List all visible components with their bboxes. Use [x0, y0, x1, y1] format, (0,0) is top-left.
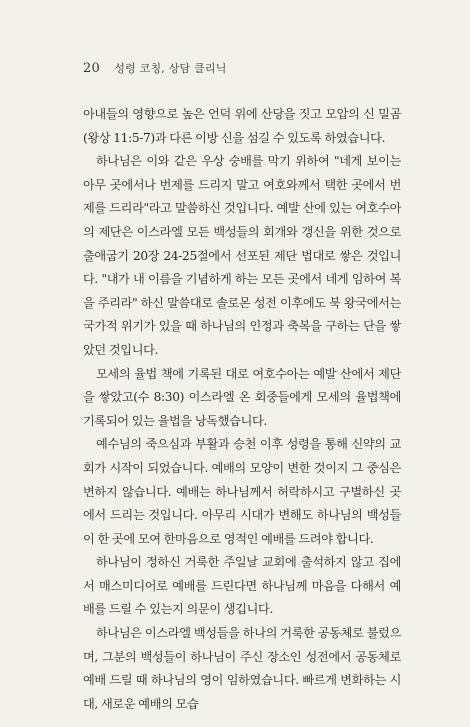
paragraph: 아내들의 영향으로 높은 언덕 위에 산당을 짓고 모압의 신 밀곰(왕상 11:5-7)과 다른 이방 신을 섬길 수 있도록 하였습니다. [83, 107, 401, 145]
page-number: 20 [83, 61, 100, 76]
body-text [83, 103, 401, 716]
paragraph: 하나님은 이와 같은 우상 숭배를 막기 위하여 "네게 보이는 아무 곳에서나 번제를 드리지 말고 여호와께서 택한 곳에서 번제를 드리라"라고 말씀하신 것입니다. 예발 산에 있는 여호수아의 제단은 이스라엘 모든 백성들의 회개와 갱신을 위한 것으로 출애굽기 20장 24-25절에서 선포된 제단 법대로 쌓은 것입니다. "내가 내 이름을 기념하게 하는 모든 곳에서 네게 임하여 복을 주리라" 하신 말씀대로 솔로몬 성전 이후에도 북 왕국에서는 국가적 위기가 있을 때 하나님의 인정과 축복을 구하는 단을 쌓았던 것입니다. [83, 154, 401, 357]
page-header [83, 60, 227, 76]
paragraph: 하나님이 정하신 거룩한 주일날 교회에 출석하지 않고 집에서 매스미디어로 예배를 드린다면 하나님께 마음을 다해서 예배를 드릴 수 있는지 의문이 생깁니다. [83, 555, 401, 617]
paragraph: 모세의 율법 책에 기록된 대로 여호수아는 예발 산에서 제단을 쌓았고(수 8:30) 이스라엘 온 회중들에게 모세의 율법책에 기록되어 있는 율법을 낭독했습니다. [83, 366, 401, 428]
running-head: 성령 코칭, 상담 클리닉 [114, 62, 227, 75]
paragraph: 예수님의 죽으심과 부활과 승천 이후 성령을 통해 신약의 교회가 시작이 되었습니다. 예배의 모양이 변한 것이지 그 중심은 변하지 않습니다. 예배는 하나님께서 허락하시고 구별하신 곳에서 드리는 것입니다. 아무리 시대가 변해도 하나님의 백성들이 한 곳에 모여 한마음으로 영적인 예배를 드려야 합니다. [83, 437, 401, 546]
paragraph: 하나님은 이스라엘 백성들을 하나의 거룩한 공동체로 불렀으며, 그분의 백성들이 하나님이 주신 장소인 성전에서 공동체로 예배 드릴 때 하나님의 영이 임하였습니다. 빠르게 변화하는 시대, 새로운 예배의 모습 [83, 626, 401, 711]
